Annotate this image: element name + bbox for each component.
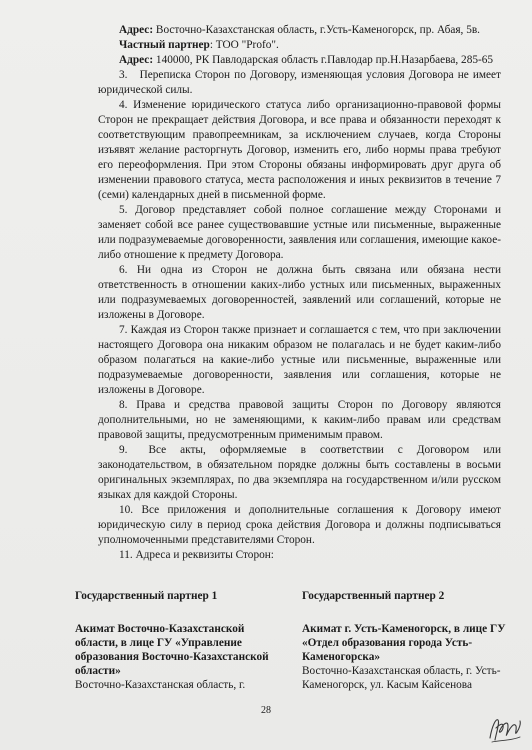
address-value: Восточно-Казахстанская область, г.Усть-Каменогорск, пр. Абая, 5в. [153,24,480,36]
contract-body [98,23,501,563]
clause-9: 9. Все акты, оформляемые в соответствии с Договором или законодательством, в обязательном порядке должны быть составлены в восьми оригинальных экземплярах, по два экземпляра на государственном и/или русском языках для каждой Стороны. [98,444,501,501]
private-partner-value: : ТОО "Profo". [209,39,279,51]
party-1-address: Восточно-Казахстанская область, г. [75,679,246,691]
party-1-name: Акимат Восточно-Казахстанской области, в лице ГУ «Управление образования Восточно-Казахстанской области» [75,623,269,677]
private-partner-label: Частный партнер [119,39,210,51]
address-label-2: Адрес: [119,54,154,66]
clause-3: 3. Переписка Сторон по Договору, изменяющая условия Договора не имеет юридической силы. [98,69,501,96]
clause-8: 8. Права и средства правовой защиты Сторон по Договору являются дополнительными, но не заменяющими, к каким-либо правам или средствам правовой защиты, предусмотренным применимым правом. [98,399,501,441]
party-2-heading: Государственный партнер 2 [302,590,445,602]
party-2-address: Восточно-Казахстанская область, г. Усть-Каменогорск, ул. Касым Кайсенова [302,665,501,691]
address-label: Адрес: [119,24,154,36]
private-partner-line [98,38,501,53]
clause-11: 11. Адреса и реквизиты Сторон: [119,549,274,561]
clause-5: 5. Договор представляет собой полное соглашение между Сторонами и заменяет собой все ранее существовавшие устные или письменные, выраженные или подразумеваемые договоренности, заявления или соглашения, имеющие какое-либо отношение к предмету Договора. [98,204,501,261]
address-line-2 [98,53,501,68]
handwritten-signature [486,712,524,746]
address-value-2: 140000, РК Павлодарская область г.Павлодар пр.Н.Назарбаева, 285-65 [153,54,494,66]
party-1-heading: Государственный партнер 1 [75,590,218,602]
clause-7: 7. Каждая из Сторон также признает и соглашается с тем, что при заключении настоящего Договора она никаким образом не полагалась и не будет каким-либо образом полагаться на какие-либо устные или письменные, выраженные или подразумеваемые договоренности, заявления или соглашения, которые не изложены в Договоре. [98,324,501,396]
party-2-block [302,589,522,692]
clause-4: 4. Изменение юридического статуса либо организационно-правовой формы Сторон не прекращает действия Договора, и все права и обязанности переходят к соответствующим правопреемникам, за исключением случаев, когда Стороны изъявят желание расторгнуть Договор, изменить его, либо нормы права требуют его переоформления. При этом Стороны обязаны информировать друг друга об изменении правового статуса, места расположения и иных реквизитов в течение 7 (семи) календарных дней в письменной форме. [98,99,501,201]
party-2-name: Акимат г. Усть-Каменогорск, в лице ГУ «Отдел образования города Усть-Каменогорска» [302,623,506,663]
clause-10: 10. Все приложения и дополнительные соглашения к Договору имеют юридическую силу в период срока действия Договора и должны подписываться уполномоченными представителями Сторон. [98,504,501,546]
clause-6: 6. Ни одна из Сторон не должна быть связана или обязана нести ответственность в отношении каких-либо устных или письменных, выраженных или подразумеваемых договоренностей, заявлений или соглашений, которые не изложены в Договоре. [98,264,501,321]
page-number: 28 [261,705,271,716]
party-1-block [75,589,285,692]
address-line-1 [98,23,501,38]
